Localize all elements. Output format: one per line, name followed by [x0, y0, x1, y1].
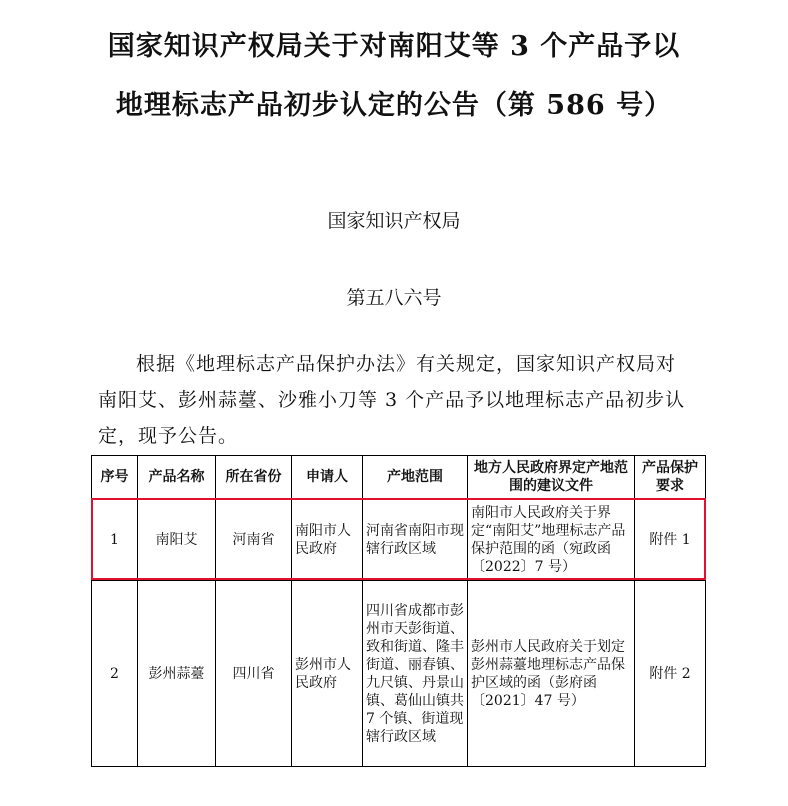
cell-applicant: 彭州市人民政府 [292, 581, 363, 767]
header-protection-requirement: 产品保护要求 [635, 456, 706, 499]
announcement-title-line-2: 地理标志产品初步认定的公告（第 586 号） [115, 90, 673, 121]
cell-applicant: 南阳市人民政府 [292, 499, 363, 581]
document-number: 第五八六号 [346, 287, 442, 309]
cell-seq: 2 [92, 581, 138, 767]
cell-protection-requirement: 附件 1 [635, 499, 706, 581]
issuer-name: 国家知识产权局 [327, 210, 461, 232]
cell-province: 河南省 [216, 499, 292, 581]
header-province: 所在省份 [216, 456, 292, 499]
announcement-body: 根据《地理标志产品保护办法》有关规定，国家知识产权局对南阳艾、彭州蒜薹、沙雅小刀等 3 个产品予以地理标志产品初步认定，现予公告。 [98, 353, 686, 447]
product-table [91, 455, 706, 767]
header-proposal-document: 地方人民政府界定产地范围的建议文件 [468, 456, 635, 499]
cell-origin-area: 河南省南阳市现辖行政区域 [363, 499, 468, 581]
header-product-name: 产品名称 [138, 456, 216, 499]
cell-seq: 1 [92, 499, 138, 581]
table-header-row [92, 456, 706, 499]
cell-product-name: 南阳艾 [138, 499, 216, 581]
cell-origin-area: 四川省成都市彭州市天彭街道、致和街道、隆丰街道、丽春镇、九尺镇、丹景山镇、葛仙山镇共 7 个镇、街道现辖行政区域 [363, 581, 468, 767]
cell-proposal-document: 彭州市人民政府关于划定彭州蒜薹地理标志产品保护区域的函（彭府函〔2021〕47 号） [468, 581, 635, 767]
cell-proposal-document: 南阳市人民政府关于界定“南阳艾”地理标志产品保护范围的函（宛政函〔2022〕7 号） [468, 499, 635, 581]
table-row [92, 581, 706, 767]
header-seq: 序号 [92, 456, 138, 499]
cell-protection-requirement: 附件 2 [635, 581, 706, 767]
header-origin-area: 产地范围 [363, 456, 468, 499]
cell-product-name: 彭州蒜薹 [138, 581, 216, 767]
header-applicant: 申请人 [292, 456, 363, 499]
cell-province: 四川省 [216, 581, 292, 767]
announcement-title-line-1: 国家知识产权局关于对南阳艾等 3 个产品予以 [107, 31, 681, 62]
table-row [92, 499, 706, 581]
